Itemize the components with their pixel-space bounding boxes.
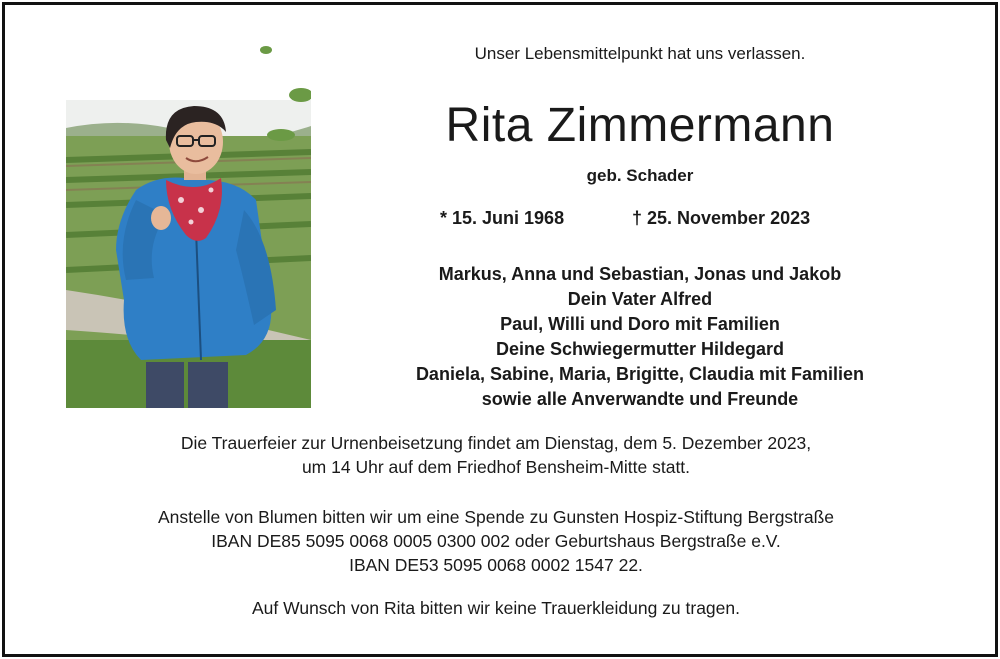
- deceased-name: Rita Zimmermann: [445, 99, 835, 152]
- mourner-line: Daniela, Sabine, Maria, Brigitte, Claudia mit Familien: [415, 364, 865, 384]
- mourner-line: Markus, Anna und Sebastian, Jonas und Jakob: [438, 264, 842, 284]
- ceremony-line: Die Trauerfeier zur Urnenbeisetzung findet am Dienstag, dem 5. Dezember 2023,: [180, 433, 812, 453]
- mourner-line: Dein Vater Alfred: [567, 289, 713, 309]
- donation-info: [40, 505, 952, 577]
- maiden-name: geb. Schader: [586, 166, 694, 185]
- mourners-list: [360, 262, 920, 412]
- mourner-line: sowie alle Anverwandte und Freunde: [481, 389, 799, 409]
- donation-line: IBAN DE53 5095 0068 0002 1547 22.: [349, 555, 643, 575]
- donation-line: IBAN DE85 5095 0068 0005 0300 002 oder Geburtshaus Bergstraße e.V.: [211, 531, 781, 551]
- mourner-line: Paul, Willi und Doro mit Familien: [500, 314, 780, 334]
- intro-text: Unser Lebensmittelpunkt hat uns verlassen.: [474, 44, 806, 63]
- mourner-line: Deine Schwiegermutter Hildegard: [495, 339, 785, 359]
- ceremony-info: [40, 431, 952, 479]
- birth-date: * 15. Juni 1968: [440, 208, 565, 228]
- portrait-photo: [66, 40, 311, 408]
- donation-line: Anstelle von Blumen bitten wir um eine Spende zu Gunsten Hospiz-Stiftung Bergstraße: [157, 507, 835, 527]
- ceremony-line: um 14 Uhr auf dem Friedhof Bensheim-Mitte statt.: [301, 457, 691, 477]
- death-date: † 25. November 2023: [632, 208, 811, 228]
- dress-wish: Auf Wunsch von Rita bitten wir keine Trauerkleidung zu tragen.: [252, 598, 740, 618]
